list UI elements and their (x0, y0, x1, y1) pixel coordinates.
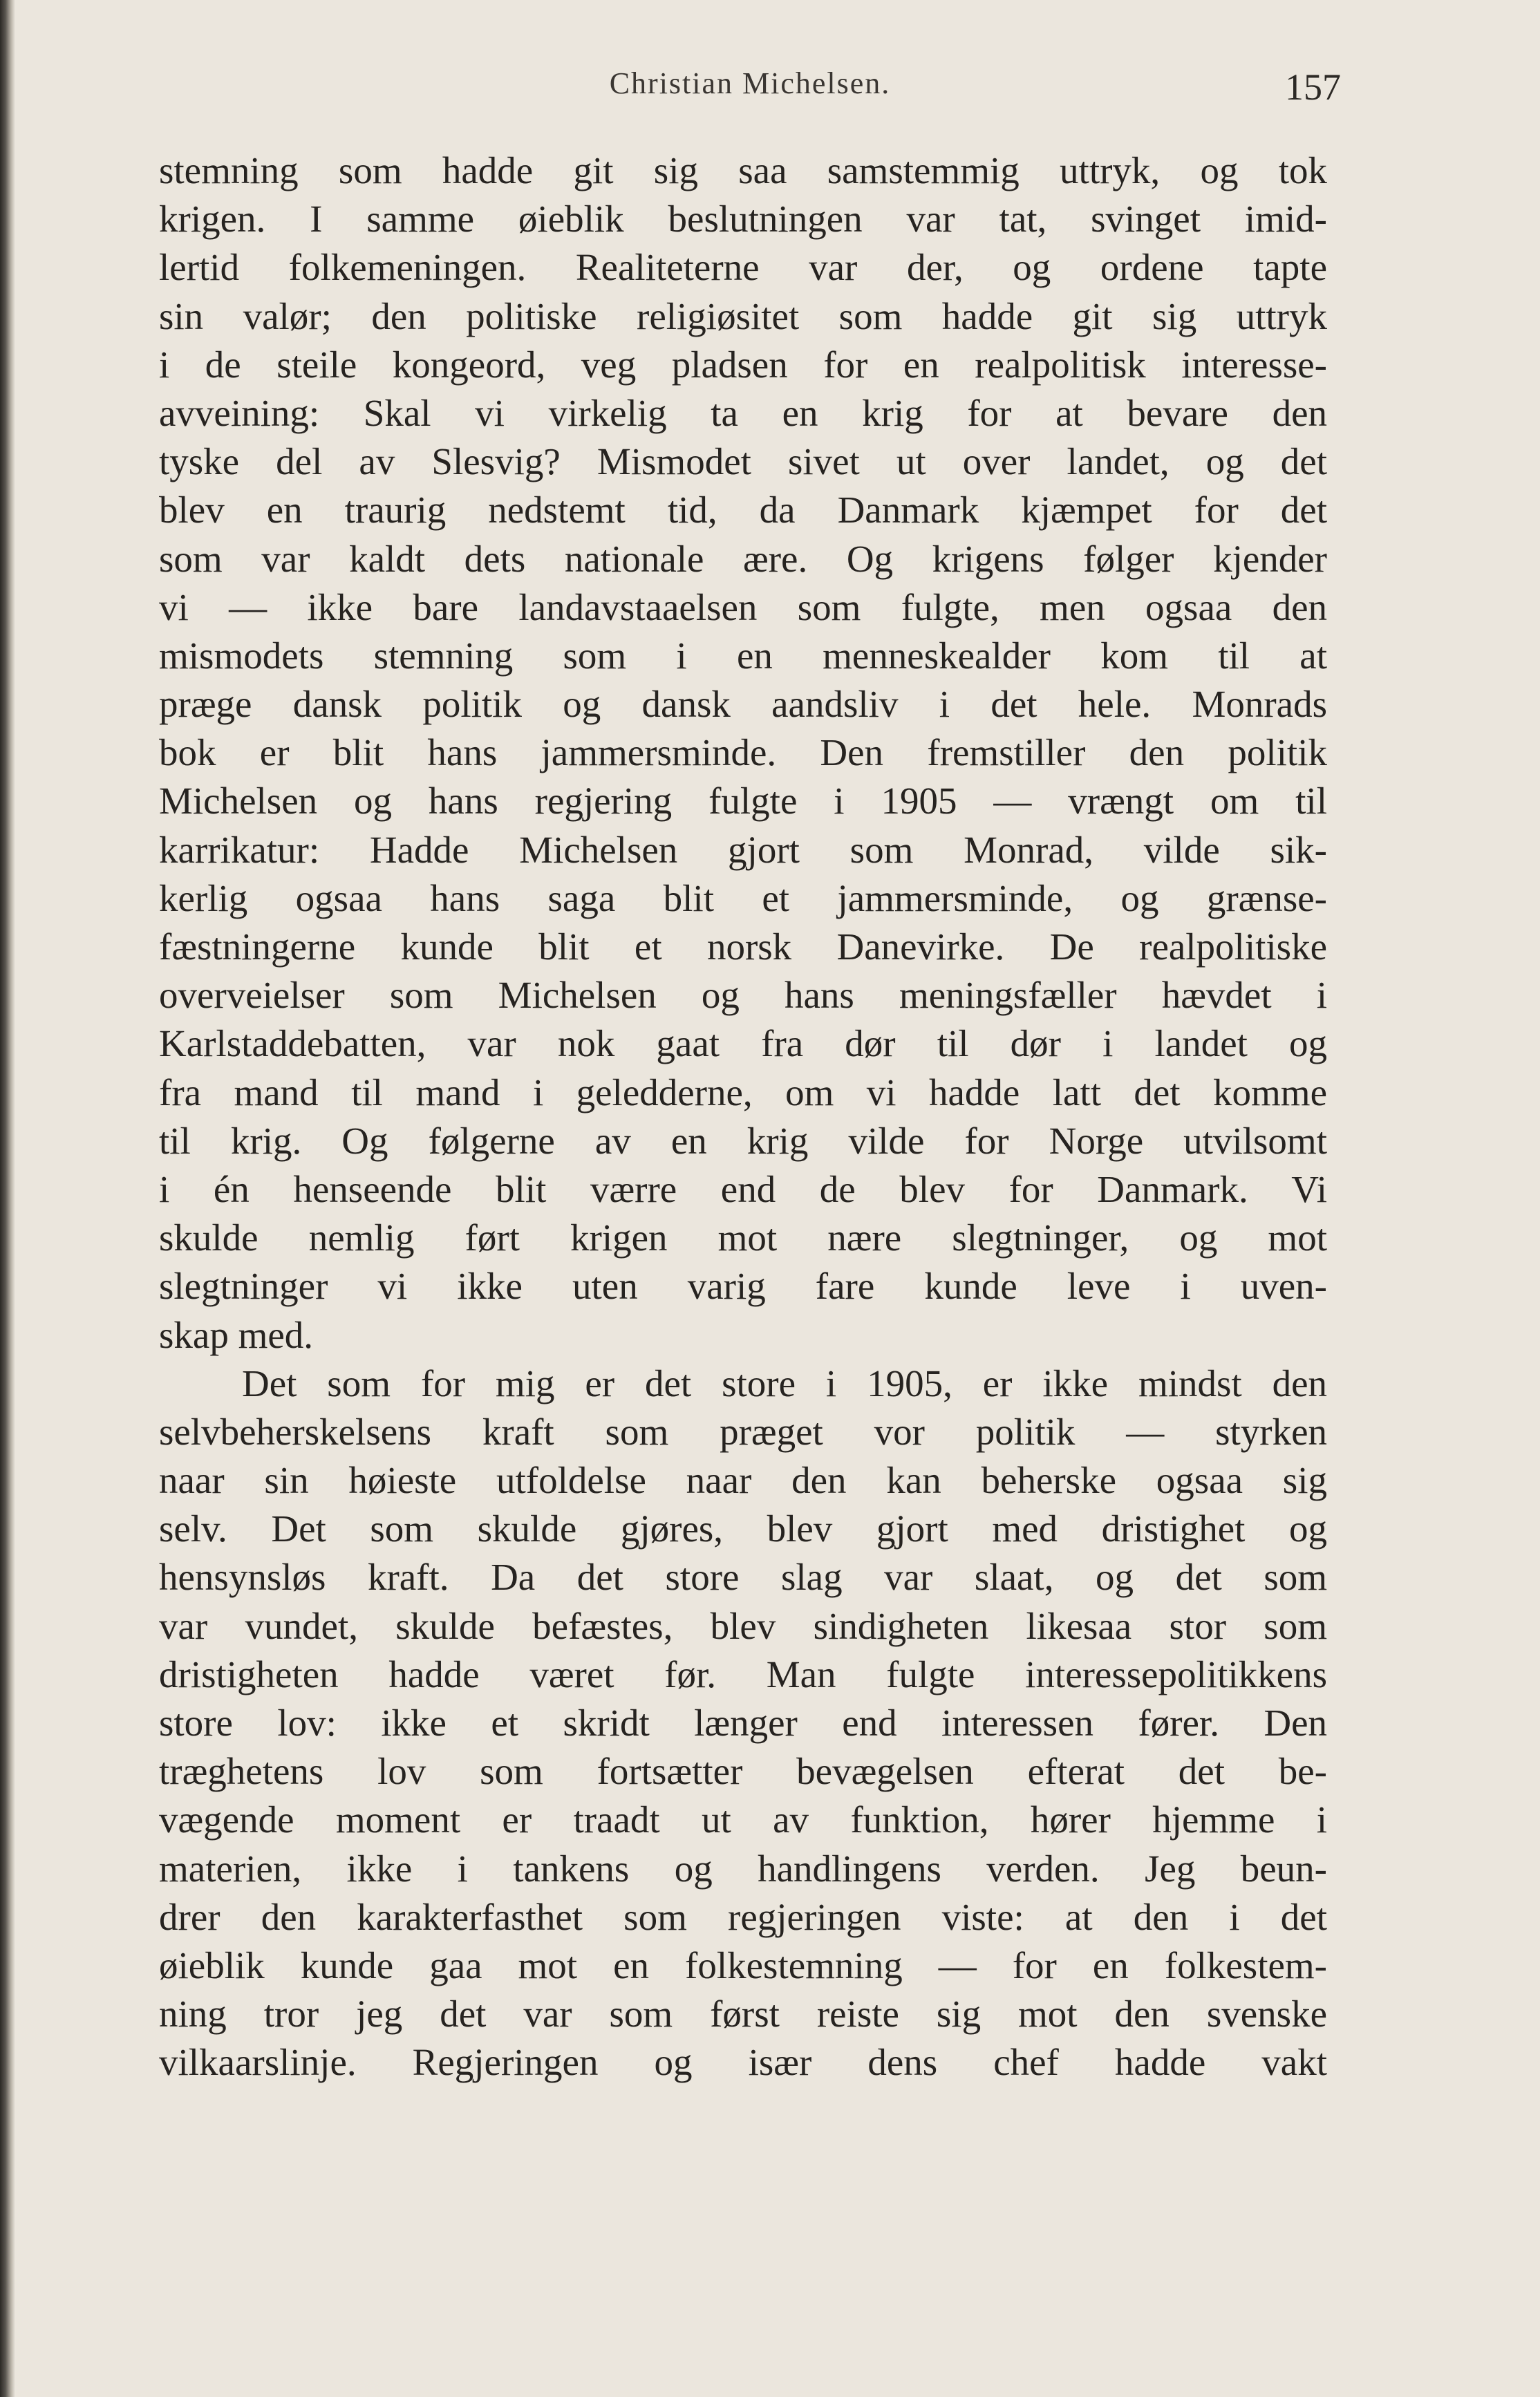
text-line: bok er blit hans jammersminde. Den fremstiller den politik (159, 731, 1327, 774)
text-line: overveielser som Michelsen og hans meningsfæller hævdet i (159, 974, 1327, 1017)
text-line: fæstningerne kunde blit et norsk Danevirke. De realpolitiske (159, 925, 1327, 968)
text-line: selvbeherskelsens kraft som præget vor politik — styrken (159, 1410, 1327, 1453)
text-line: træghetens lov som fortsætter bevægelsen efterat det be- (159, 1750, 1327, 1793)
running-head (159, 66, 1341, 121)
text-line: som var kaldt dets nationale ære. Og krigens følger kjender (159, 537, 1327, 580)
text-line: Michelsen og hans regjering fulgte i 1905 — vrængt om til (159, 780, 1327, 822)
body-text (159, 147, 1327, 2087)
paragraph-first-line: Det som for mig er det store i 1905, er ikke mindst den (242, 1362, 1327, 1404)
text-line: krigen. I samme øieblik beslutningen var tat, svinget imid- (159, 198, 1327, 241)
text-line: selv. Det som skulde gjøres, blev gjort med dristighet og (159, 1507, 1327, 1550)
text-line: Karlstaddebatten, var nok gaat fra dør til dør i landet og (159, 1022, 1327, 1065)
text-line: skap med. (159, 1313, 314, 1356)
text-line: vilkaarslinje. Regjeringen og især dens chef hadde vakt (159, 2041, 1327, 2084)
text-line: slegtninger vi ikke uten varig fare kunde leve i uven- (159, 1265, 1327, 1308)
text-line: materien, ikke i tankens og handlingens verden. Jeg beun- (159, 1847, 1327, 1890)
page-number: 157 (1285, 66, 1341, 108)
text-line: hensynsløs kraft. Da det store slag var slaat, og det som (159, 1556, 1327, 1599)
text-line: skulde nemlig ført krigen mot nære slegtninger, og mot (159, 1216, 1327, 1259)
text-line: i de steile kongeord, veg pladsen for en realpolitisk interesse- (159, 343, 1327, 386)
text-line: vi — ikke bare landavstaaelsen som fulgte, men ogsaa den (159, 585, 1327, 628)
text-line: øieblik kunde gaa mot en folkestemning — for en folkestem- (159, 1944, 1327, 1986)
text-line: vægende moment er traadt ut av funktion, hører hjemme i (159, 1798, 1327, 1841)
text-line: lertid folkemeningen. Realiteterne var der, og ordene tapte (159, 246, 1327, 289)
book-spine-shadow (0, 0, 15, 2397)
text-line: præge dansk politik og dansk aandsliv i det hele. Monrads (159, 683, 1327, 726)
text-line: til krig. Og følgerne av en krig vilde for Norge utvilsomt (159, 1119, 1327, 1162)
text-line: store lov: ikke et skridt længer end interessen fører. Den (159, 1702, 1327, 1744)
text-line: kerlig ogsaa hans saga blit et jammersminde, og grænse- (159, 876, 1327, 919)
text-line: fra mand til mand i geledderne, om vi hadde latt det komme (159, 1071, 1327, 1113)
text-line: drer den karakterfasthet som regjeringen viste: at den i det (159, 1895, 1327, 1938)
text-line: blev en traurig nedstemt tid, da Danmark kjæmpet for det (159, 489, 1327, 532)
text-line: mismodets stemning som i en menneskealder kom til at (159, 634, 1327, 677)
text-line: sin valør; den politiske religiøsitet som hadde git sig uttryk (159, 294, 1327, 337)
text-line: naar sin høieste utfoldelse naar den kan beherske ogsaa sig (159, 1459, 1327, 1502)
text-line: dristigheten hadde været før. Man fulgte interessepolitikkens (159, 1653, 1327, 1695)
text-line: i én henseende blit værre end de blev for Danmark. Vi (159, 1167, 1327, 1210)
running-title: Christian Michelsen. (609, 66, 891, 100)
text-line: karrikatur: Hadde Michelsen gjort som Monrad, vilde sik- (159, 828, 1327, 871)
text-line: var vundet, skulde befæstes, blev sindigheten likesaa stor som (159, 1604, 1327, 1647)
text-line: stemning som hadde git sig saa samstemmig uttryk, og tok (159, 149, 1327, 191)
text-line: tyske del av Slesvig? Mismodet sivet ut over landet, og det (159, 440, 1327, 483)
text-line: ning tror jeg det var som først reiste sig mot den svenske (159, 1993, 1327, 2036)
text-line: avveining: Skal vi virkelig ta en krig for at bevare den (159, 391, 1327, 434)
